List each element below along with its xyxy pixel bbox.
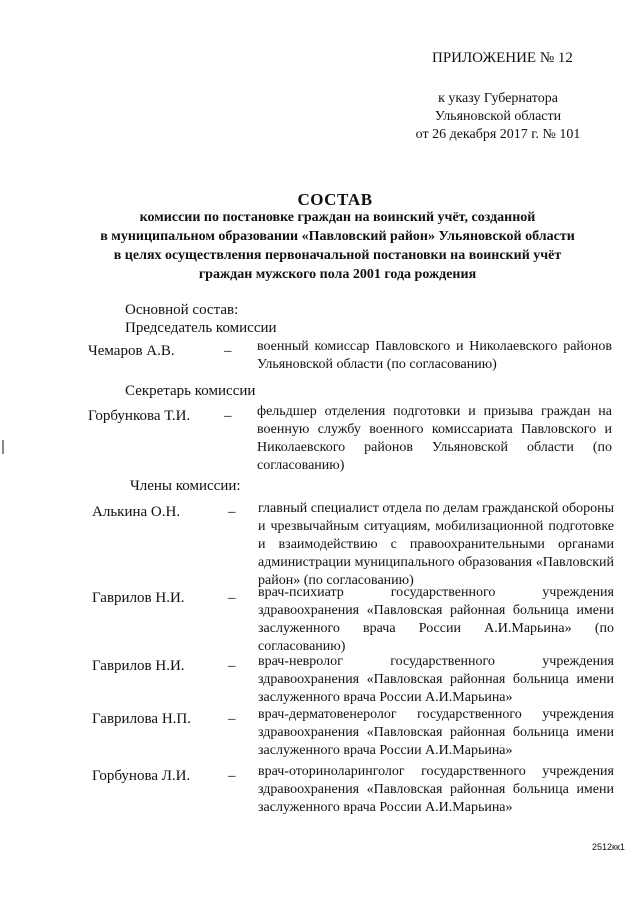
document-subtitle: [60, 208, 615, 284]
member-name: Гаврилов Н.И.: [92, 658, 185, 674]
subtitle-line: граждан мужского пола 2001 года рождения: [198, 267, 477, 282]
member-description: врач-невролог государственного учреждения здравоохранения «Павловская районная больница имени заслуженного врача России А.И.Марьина»: [258, 654, 614, 705]
member-description: главный специалист отдела по делам гражданской обороны и чрезвычайным ситуациям, мобилизационной подготовке и взаимодействию с правоохранительными органами администрации муниципального образования «Павловский район» (по согласованию): [258, 501, 614, 588]
member-description: военный комиссар Павловского и Николаевского районов Ульяновской области (по согласованию): [257, 339, 612, 372]
member-description: врач-психиатр государственного учреждения здравоохранения «Павловская районная больница имени заслуженного врача России А.И.Марьина» (по согласованию): [258, 585, 614, 654]
ref-line: к указу Губернатора: [438, 91, 558, 106]
section-secretary: Секретарь комиссии: [125, 383, 256, 399]
subtitle-line: в муниципальном образовании «Павловский район» Ульяновской области: [100, 229, 575, 244]
member-description: фельдшер отделения подготовки и призыва граждан на военную службу военного комиссариата Павловского и Николаевского районов Ульяновской области (по согласованию): [257, 404, 612, 473]
section-main-composition: Основной состав:: [125, 302, 239, 318]
scan-edge-mark: [2, 440, 4, 454]
dash: –: [228, 590, 236, 606]
dash: –: [224, 408, 232, 424]
member-name: Алькина О.Н.: [92, 504, 181, 520]
dash: –: [224, 343, 232, 359]
section-members: Члены комиссии:: [130, 478, 241, 494]
member-name: Горбункова Т.И.: [88, 408, 191, 424]
dash: –: [228, 504, 236, 520]
member-name: Гаврилова Н.П.: [92, 711, 192, 727]
document-title: СОСТАВ: [297, 190, 373, 209]
subtitle-line: в целях осуществления первоначальной постановки на воинский учёт: [113, 248, 562, 263]
subtitle-line: комиссии по постановке граждан на воинский учёт, созданной: [139, 210, 536, 225]
dash: –: [228, 711, 236, 727]
ref-line: Ульяновской области: [434, 109, 562, 124]
dash: –: [228, 768, 236, 784]
dash: –: [228, 658, 236, 674]
member-name: Чемаров А.В.: [88, 343, 175, 359]
member-description: врач-оториноларинголог государственного учреждения здравоохранения «Павловская районная больница имени заслуженного врача России А.И.Марьина»: [258, 764, 614, 815]
member-name: Гаврилов Н.И.: [92, 590, 185, 606]
document-stamp: 2512кк1: [592, 842, 625, 852]
member-description: врач-дерматовенеролог государственного учреждения здравоохранения «Павловская районная больница имени заслуженного врача России А.И.Марьина»: [258, 707, 614, 758]
section-chairman: Председатель комиссии: [125, 320, 277, 336]
ref-line: от 26 декабря 2017 г. № 101: [415, 127, 581, 142]
appendix-reference: [398, 90, 598, 144]
appendix-number: ПРИЛОЖЕНИЕ № 12: [432, 50, 573, 66]
member-name: Горбунова Л.И.: [92, 768, 191, 784]
